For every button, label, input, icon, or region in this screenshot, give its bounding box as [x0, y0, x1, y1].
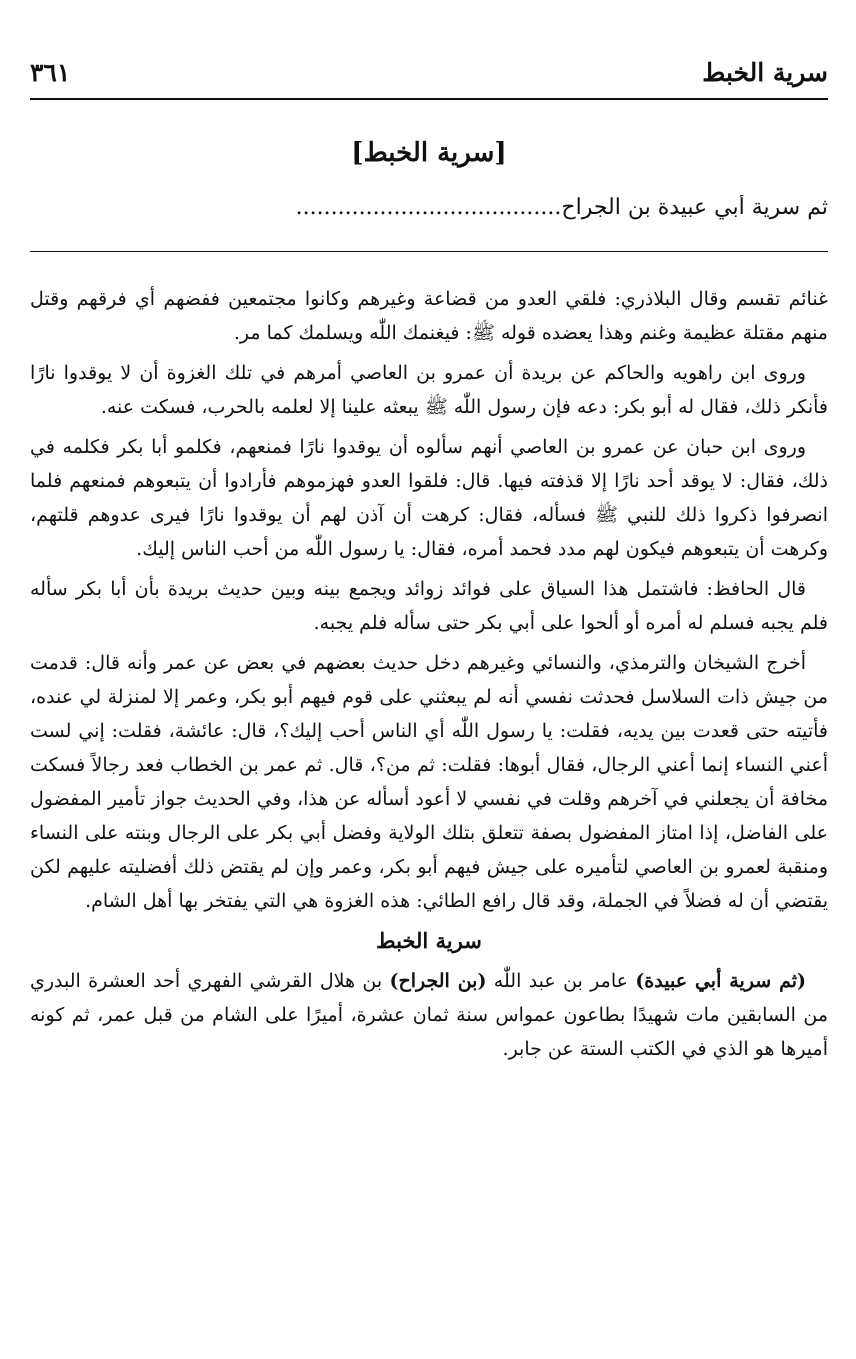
quoted-matn-phrase: (بن الجراح) [389, 970, 487, 992]
chapter-title: [سرية الخبط] [351, 138, 507, 168]
commentary-paragraph: وروى ابن حبان عن عمرو بن العاصي أنهم سألوه أن يوقدوا نارًا فمنعهم، فكلمو أبا بكر فكلمه في ذلك، فقال: لا يوقد أحد نارًا إلا قذفته فيها. قال: فلقوا العدو فهزموهم فأرادوا أن يتبعوهم فمنعهم فلما انصرفوا ذكروا ذلك للنبي ﷺ فسأله، فقال: كرهت أن آذن لهم أن يوقدوا نارًا فيرى عدوهم قلتهم، وكرهت أن يتبعوهم فيكون لهم مدد فحمد أمره، فقال: يا رسول اللّٰه من أحب الناس إليك. [30, 436, 828, 560]
running-title: سرية الخبط [702, 58, 828, 87]
commentary-paragraph-final [30, 964, 828, 1066]
commentary-paragraph: وروى ابن راهويه والحاكم عن بريدة أن عمرو بن العاصي أمرهم في تلك الغزوة أن لا يوقدوا نارًا فأنكر ذلك، فقال له أبو بكر: دعه فإن رسول اللّٰه ﷺ يبعثه علينا إلا لعلمه بالحرب، فسكت عنه. [30, 362, 828, 418]
matn-text: ثم سرية أبي عبيدة بن الجراح...................................... [295, 195, 828, 220]
header-rule [30, 98, 828, 100]
book-page [30, 0, 828, 1359]
commentary-text: بن هلال القرشي الفهري أحد العشرة البدري من السابقين مات شهيدًا بطاعون عمواس سنة ثمان عشرة، أميرًا على الشام من قبل عمر، ثم كونه أميرها هو الذي في الكتب الستة عن جابر. [30, 970, 828, 1060]
commentary-paragraph: غنائم تقسم وقال البلاذري: فلقي العدو من قضاعة وغيرهم وكانوا مجتمعين ففضهم أي فرقهم وقتل منهم مقتلة عظيمة وغنم وهذا يعضده قوله ﷺ: فيغنمك اللّٰه ويسلمك كما مر. [30, 288, 828, 344]
quoted-matn-phrase: (ثم سرية أبي عبيدة) [635, 970, 806, 992]
commentary-body [30, 282, 828, 1072]
matn-separator-rule [30, 251, 828, 252]
page-number: ٣٦١ [30, 58, 71, 87]
commentary-paragraph: أخرج الشيخان والترمذي، والنسائي وغيرهم دخل حديث بعضهم في بعض عن عمر وأنه قال: قدمت من جيش ذات السلاسل فحدثت نفسي أنه لم يبعثني على قوم فيهم أبو بكر، وعمر إلا لمنزلة لي عنده، فأتيته حتى قعدت بين يديه، فقلت: يا رسول اللّٰه أي الناس أحب إليك؟، قال: عائشة، فقلت: إني لست أعني النساء إنما أعني الرجال، فقال أبوها: فقلت: ثم من؟، قال. ثم عمر بن الخطاب فعد رجالاً فسكت مخافة أن يجعلني في آخرهم وقلت في نفسي لا أعود أسأله عن هذا، وفي الحديث جواز تأمير المفضول على الفاضل، إذا امتاز المفضول بصفة تتعلق بتلك الولاية وفضل أبي بكر على الرجال وبنته على النساء ومنقبة لعمرو بن العاصي لتأميره على جيش فيهم أبو بكر، وعمر وإن لم يقتض ذلك أفضليته عليهم لكن يقتضي أن له فضلاً في الجملة، وقد قال رافع الطائي: هذه الغزوة هي التي يفتخر بها أهل الشام. [30, 652, 828, 912]
commentary-text: عامر بن عبد اللّٰه [486, 970, 636, 992]
commentary-paragraph: قال الحافظ: فاشتمل هذا السياق على فوائد زوائد ويجمع بينه وبين حديث بريدة بأن أبا بكر سأله فلم يجبه فسلم له أمره أو ألحوا على أبي بكر حتى سأله فلم يجبه. [30, 578, 828, 634]
running-header [30, 52, 828, 92]
section-subheading: سرية الخبط [376, 928, 482, 953]
